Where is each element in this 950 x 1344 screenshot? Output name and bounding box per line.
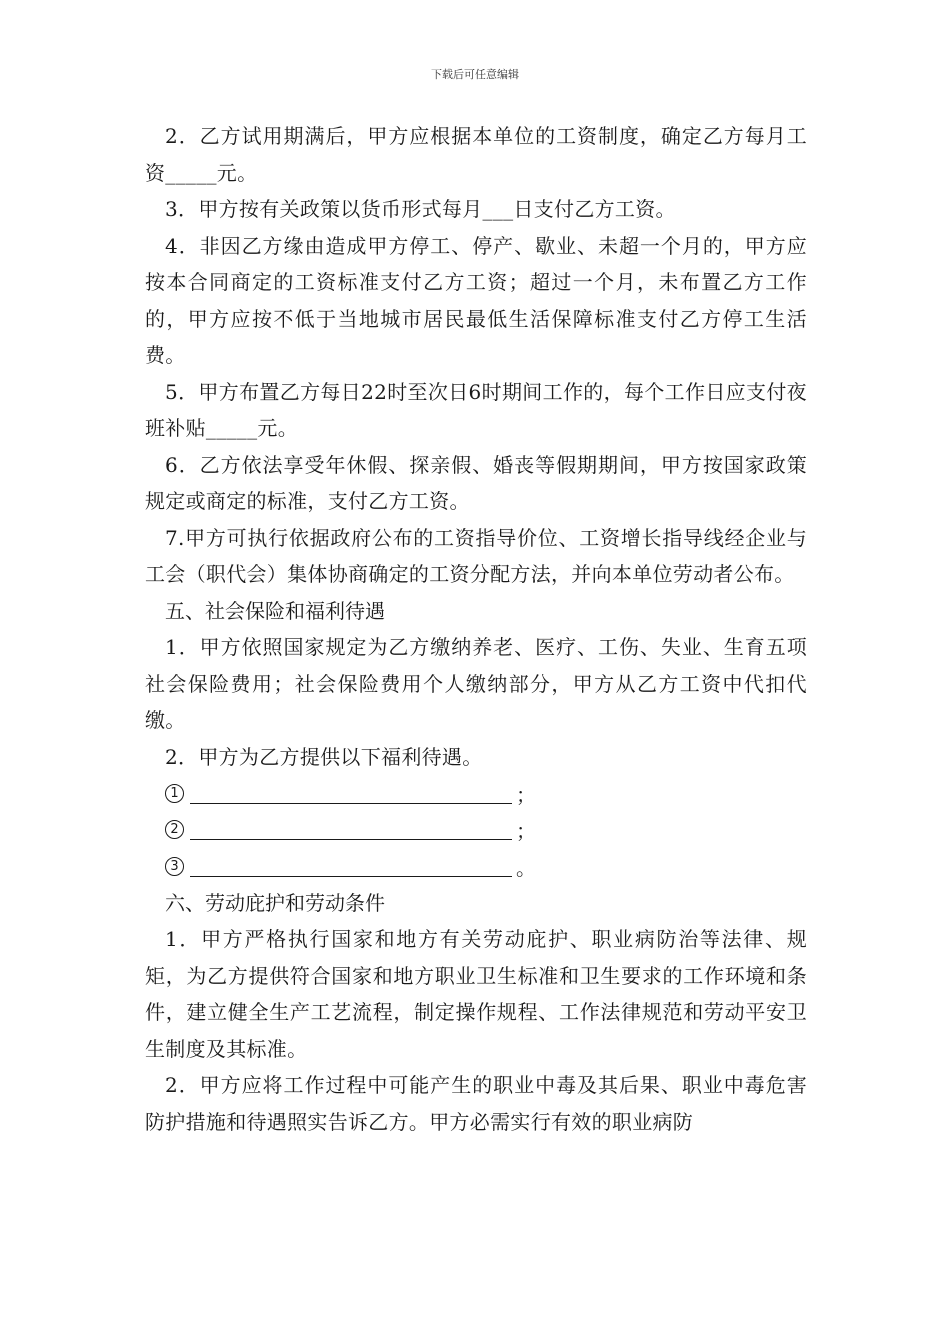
clause-5-1: 1．甲方依照国家规定为乙方缴纳养老、医疗、工伤、失业、生育五项社会保险费用；社会保险费用个人缴纳部分，甲方从乙方工资中代扣代缴。 (145, 635, 807, 732)
clause-6-1: 1．甲方严格执行国家和地方有关劳动庇护、职业病防治等法律、规矩，为乙方提供符合国家和地方职业卫生标准和卫生要求的工作环境和条件，建立健全生产工艺流程，制定操作规程、工作法律规范和劳动平安卫生制度及其标准。 (145, 927, 807, 1061)
circled-number: 2 (165, 820, 184, 839)
download-note: 下载后可任意编辑 (431, 68, 519, 81)
clause-4-5: 5．甲方布置乙方每日22时至次日6时期间工作的，每个工作日应支付夜班补贴_____元。 (145, 379, 807, 440)
clause-4-7: 7.甲方可执行依据政府公布的工资指导价位、工资增长指导线经企业与工会（职代会）集体协商确定的工资分配方法，并向本单位劳动者公布。 (145, 525, 807, 586)
section-5-heading: 五、社会保险和福利待遇 (165, 598, 385, 623)
clause-6-2: 2．甲方应将工作过程中可能产生的职业中毒及其后果、职业中毒危害防护措施和待遇照实告诉乙方。甲方必需实行有效的职业病防 (145, 1073, 807, 1134)
line-end-punct: 。 (516, 855, 536, 880)
fill-in-line (190, 856, 512, 877)
section-6-heading: 六、劳动庇护和劳动条件 (165, 890, 385, 915)
document-body (145, 118, 807, 1140)
welfare-blank-1 (145, 775, 807, 812)
line-end-punct: ； (516, 819, 536, 844)
fill-in-line (190, 819, 512, 840)
circled-number: 1 (165, 784, 184, 803)
clause-4-3: 3．甲方按有关政策以货币形式每月___日支付乙方工资。 (165, 197, 676, 221)
clause-4-6: 6．乙方依法享受年休假、探亲假、婚丧等假期期间，甲方按国家政策规定或商定的标准，支付乙方工资。 (145, 452, 807, 513)
clause-4-2: 2．乙方试用期满后，甲方应根据本单位的工资制度，确定乙方每月工资_____元。 (145, 124, 807, 185)
welfare-blank-2 (145, 812, 807, 849)
welfare-blank-3 (145, 848, 807, 885)
clause-5-2: 2．甲方为乙方提供以下福利待遇。 (165, 744, 483, 769)
circled-number: 3 (165, 857, 184, 876)
clause-4-4: 4．非因乙方缘由造成甲方停工、停产、歇业、未超一个月的，甲方应按本合同商定的工资标准支付乙方工资；超过一个月，未布置乙方工作的，甲方应按不低于当地城市居民最低生活保障标准支付乙方停工生活费。 (145, 233, 807, 367)
line-end-punct: ； (516, 782, 536, 807)
fill-in-line (190, 783, 512, 804)
